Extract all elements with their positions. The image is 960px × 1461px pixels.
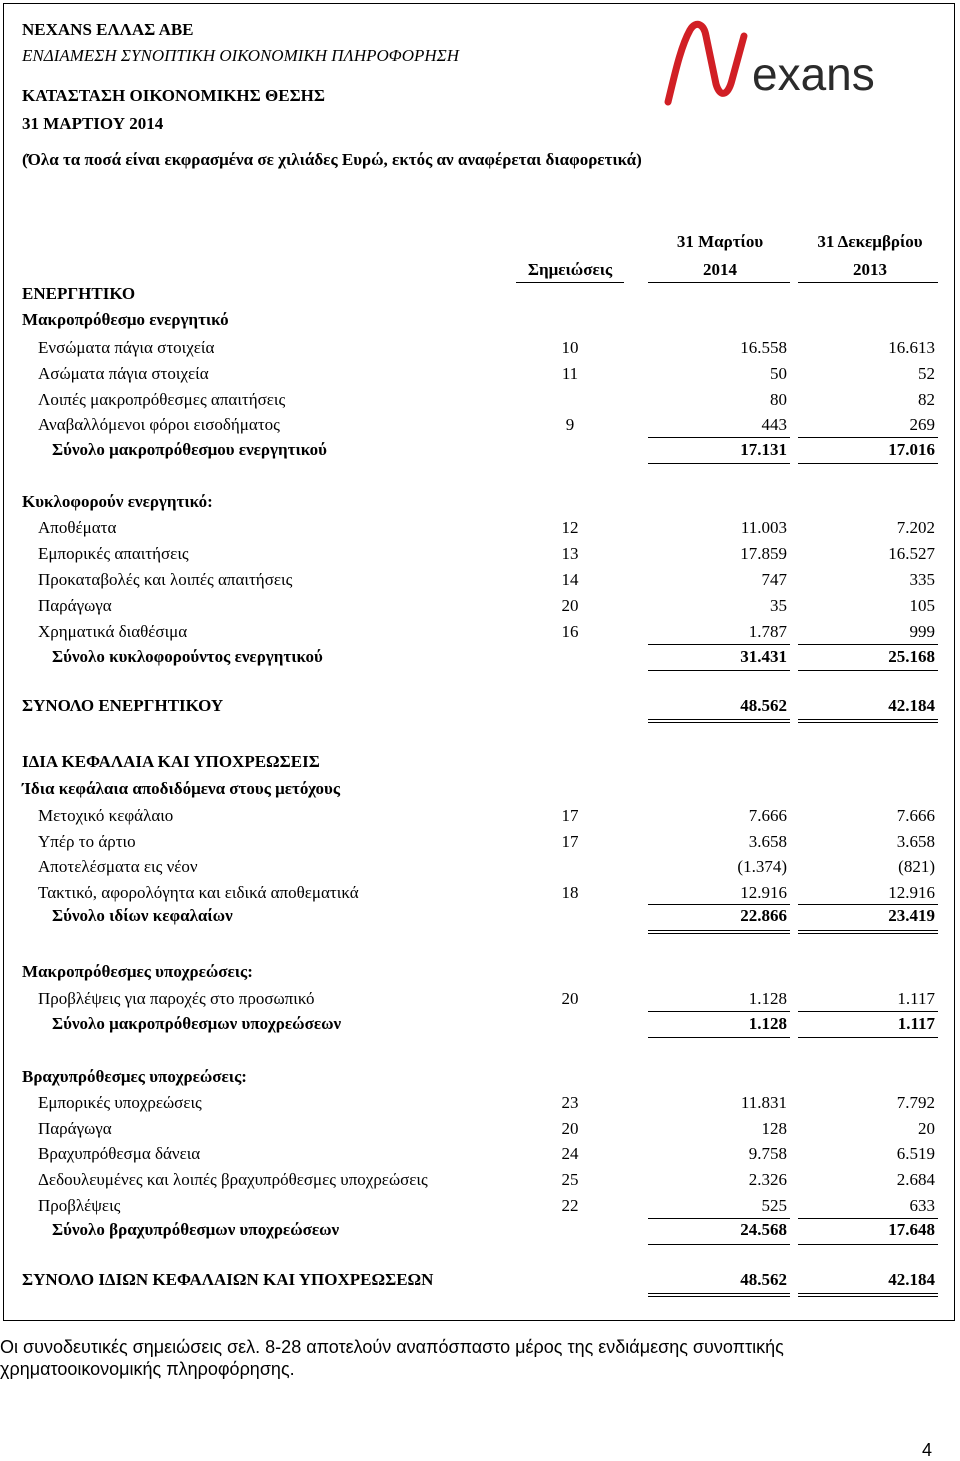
- grand-total-double-rule: [648, 1296, 790, 1297]
- subtotal-row: Σύνολο κυκλοφορούντος ενεργητικού 31.431 25.168: [52, 647, 935, 666]
- statement-date: 31 ΜΑΡΤΙΟΥ 2014: [22, 114, 164, 133]
- table-row: Εμπορικές απαιτήσεις 13 17.859 16.527: [38, 544, 935, 563]
- table-row: Λοιπές μακροπρόθεσμες απαιτήσεις 80 82: [38, 390, 935, 409]
- grand-total-double-rule: [798, 722, 938, 723]
- subtotal-row: Σύνολο μακροπρόθεσμου ενεργητικού 17.131 17.016: [52, 440, 935, 459]
- section-equity-liabilities: ΙΔΙΑ ΚΕΦΑΛΑΙΑ ΚΑΙ ΥΠΟΧΡΕΩΣΕΙΣ: [22, 752, 320, 771]
- subtotal-rule: [798, 644, 938, 645]
- col1-header-line1: 31 Μαρτίου: [676, 232, 764, 251]
- table-row: Βραχυπρόθεσμα δάνεια 24 9.758 6.519: [38, 1144, 935, 1163]
- notes-header-underline: [516, 282, 624, 283]
- subsection-current-assets: Κυκλοφορούν ενεργητικό:: [22, 492, 213, 511]
- accompanying-notes-statement: Οι συνοδευτικές σημειώσεις σελ. 8-28 αποτελούν αναπόσπαστο μέρος της ενδιάμεσης συνοπτικής χρηματοοικονομικής πληροφόρησης.: [0, 1337, 784, 1379]
- subtotal-underline: [798, 670, 938, 671]
- subtotal-row: Σύνολο βραχυπρόθεσμων υποχρεώσεων 24.568 17.648: [52, 1220, 935, 1239]
- table-row: Προκαταβολές και λοιπές απαιτήσεις 14 747 335: [38, 570, 935, 589]
- nexans-logo: [660, 18, 940, 108]
- subtotal-rule: [648, 437, 790, 438]
- table-row: Προβλέψεις 22 525 633: [38, 1196, 935, 1215]
- grand-total-double-rule: [798, 719, 938, 720]
- subtotal-double-rule: [648, 930, 790, 931]
- subtotal-double-rule: [798, 930, 938, 931]
- table-row: Δεδουλευμένες και λοιπές βραχυπρόθεσμες υποχρεώσεις 25 2.326 2.684: [38, 1170, 935, 1189]
- grand-total-double-rule: [798, 1296, 938, 1297]
- grand-total-double-rule: [648, 1293, 790, 1294]
- subtotal-underline: [648, 463, 790, 464]
- subtotal-underline: [648, 670, 790, 671]
- table-row: Χρηματικά διαθέσιμα 16 1.787 999: [38, 622, 935, 641]
- grand-total-row: ΣΥΝΟΛΟ ΙΔΙΩΝ ΚΕΦΑΛΑΙΩΝ ΚΑΙ ΥΠΟΧΡΕΩΣΕΩΝ 48.562 42.184: [22, 1270, 935, 1289]
- col1-header-underline: [648, 282, 790, 283]
- grand-total-double-rule: [648, 719, 790, 720]
- company-name: NEXANS ΕΛΛΑΣ ΑΒΕ: [22, 20, 194, 39]
- table-row: Αναβαλλόμενοι φόροι εισοδήματος 9 443 269: [38, 415, 935, 434]
- nexans-logo-mark: [660, 18, 940, 108]
- subtotal-underline: [798, 1037, 938, 1038]
- col2-header-underline: [798, 282, 938, 283]
- table-row: Υπέρ το άρτιο 17 3.658 3.658: [38, 832, 935, 851]
- section-assets: ΕΝΕΡΓΗΤΙΚΟ: [22, 284, 136, 303]
- subtotal-underline: [798, 1244, 938, 1245]
- subsection-equity-attributable: Ίδια κεφάλαια αποδιδόμενα στους μετόχους: [22, 779, 341, 798]
- amounts-note: (Όλα τα ποσά είναι εκφρασμένα σε χιλιάδες Ευρώ, εκτός αν αναφέρεται διαφορετικά): [22, 150, 642, 169]
- table-row: Ενσώματα πάγια στοιχεία 10 16.558 16.613: [38, 338, 935, 357]
- notes-header: Σημειώσεις: [527, 260, 613, 279]
- subtotal-rule: [798, 437, 938, 438]
- table-row: Εμπορικές υποχρεώσεις 23 11.831 7.792: [38, 1093, 935, 1112]
- col1-header-line2: 2014: [703, 260, 737, 279]
- subtotal-double-rule: [648, 933, 790, 934]
- col2-header-line1: 31 Δεκεμβρίου: [817, 232, 923, 251]
- table-row: Τακτικό, αφορολόγητα και ειδικά αποθεματικά 18 12.916 12.916: [38, 883, 935, 902]
- subtotal-underline: [798, 463, 938, 464]
- subtotal-rule: [648, 644, 790, 645]
- subsection-noncurrent-liabilities: Μακροπρόθεσμες υποχρεώσεις:: [22, 962, 253, 981]
- subtotal-rule: [648, 1011, 790, 1012]
- subtotal-rule: [648, 1218, 790, 1219]
- subtotal-rule: [798, 1011, 938, 1012]
- table-row: Παράγωγα 20 35 105: [38, 596, 935, 615]
- table-row: Παράγωγα 20 128 20: [38, 1119, 935, 1138]
- table-row: Ασώματα πάγια στοιχεία 11 50 52: [38, 364, 935, 383]
- grand-total-double-rule: [798, 1293, 938, 1294]
- table-row: Αποτελέσματα εις νέον (1.374) (821): [38, 857, 935, 876]
- subtotal-underline: [648, 1244, 790, 1245]
- subtotal-rule: [798, 1218, 938, 1219]
- logo-wordmark: exans: [752, 48, 875, 100]
- statement-title: ΚΑΤΑΣΤΑΣΗ ΟΙΚΟΝΟΜΙΚΗΣ ΘΕΣΗΣ: [22, 86, 326, 105]
- table-row: Προβλέψεις για παροχές στο προσωπικό 20 1.128 1.117: [38, 989, 935, 1008]
- table-row: Μετοχικό κεφάλαιο 17 7.666 7.666: [38, 806, 935, 825]
- page-number: 4: [921, 1440, 932, 1460]
- document-subtitle: ΕΝΔΙΑΜΕΣΗ ΣΥΝΟΠΤΙΚΗ ΟΙΚΟΝΟΜΙΚΗ ΠΛΗΡΟΦΟΡΗΣΗ: [22, 46, 460, 65]
- subtotal-row: Σύνολο μακροπρόθεσμων υποχρεώσεων 1.128 1.117: [52, 1014, 935, 1033]
- subtotal-double-rule: [798, 933, 938, 934]
- grand-total-double-rule: [648, 722, 790, 723]
- subtotal-underline: [648, 1037, 790, 1038]
- subsection-current-liabilities: Βραχυπρόθεσμες υποχρεώσεις:: [22, 1067, 247, 1086]
- grand-total-row: ΣΥΝΟΛΟ ΕΝΕΡΓΗΤΙΚΟΥ 48.562 42.184: [22, 696, 935, 715]
- subtotal-row: Σύνολο ιδίων κεφαλαίων 22.866 23.419: [52, 906, 935, 925]
- subtotal-rule: [648, 904, 790, 905]
- subtotal-rule: [798, 904, 938, 905]
- col2-header-line2: 2013: [853, 260, 887, 279]
- subsection-noncurrent-assets: Μακροπρόθεσμο ενεργητικό: [22, 310, 229, 329]
- table-row: Αποθέματα 12 11.003 7.202: [38, 518, 935, 537]
